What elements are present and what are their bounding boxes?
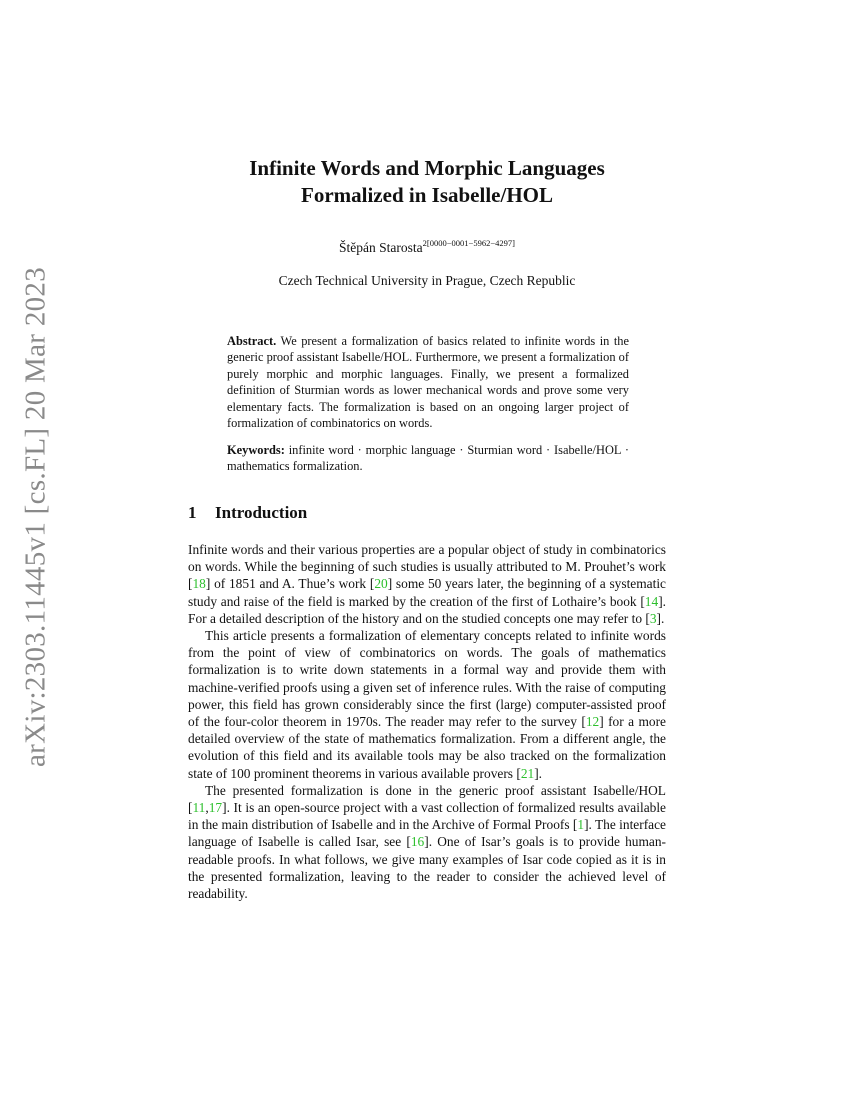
- title-line-1: Infinite Words and Morphic Languages: [249, 156, 605, 180]
- text-run: ].: [534, 765, 543, 781]
- text-run: ]. One of Isar’s goals is to provide human-readable proofs. In what follows, we give many examples of Isar code copied as it is in the presented formalization, leaving to the reader to consider the achieved level of readability.: [188, 834, 666, 902]
- text-run: ].: [656, 610, 665, 626]
- paragraph-3: [188, 782, 666, 902]
- text-run: This article presents a formalization of elementary concepts related to infinite words from the point of view of combinatorics on words. The goals of mathematics formalization is to write down statements in a formal way and provide them with machine-verified proofs using a given set of inference rules. With the raise of computing power, this field has grown considerably since the first (large) computer-assisted proof of the four-color theorem in 1970s. The reader may refer to the survey [: [188, 628, 666, 730]
- author-orcid: 2[0000−0001−5962−4297]: [422, 238, 515, 248]
- citation-link[interactable]: 16: [410, 834, 425, 850]
- abstract-text: We present a formalization of basics related to infinite words in the generic proof assistant Isabelle/HOL. Furthermore, we present a formalization of purely morphic and morphic languages. Finally, we present a formalized definition of Sturmian words as lower mechanical words and prove some very elementary facts. The formalization is based on an ongoing larger project of formalization of combinatorics on words.: [227, 334, 629, 431]
- citation-link[interactable]: 17: [208, 800, 223, 816]
- section-heading: [188, 503, 307, 523]
- text-run: ]. It is an open-source project with a vast collection of formalized results available in the main distribution of Isabelle and in the Archive of Formal Proofs [: [188, 800, 666, 833]
- text-run: ] of 1851 and A. Thue’s work [: [205, 576, 375, 592]
- citation-link[interactable]: 21: [520, 765, 535, 781]
- author-name: Štěpán Starosta: [339, 240, 423, 255]
- arxiv-identifier: arXiv:2303.11445v1 [cs.FL] 20 Mar 2023: [19, 266, 52, 768]
- text-run: ]. The interface language of Isabelle is called Isar, see [: [188, 817, 666, 850]
- text-run: The presented formalization is done in the generic proof assistant Isabelle/HOL [: [188, 782, 666, 816]
- citation-link[interactable]: 1: [577, 817, 585, 833]
- keywords-label: Keywords:: [227, 443, 285, 457]
- citation-link[interactable]: 11: [192, 800, 206, 816]
- citation-link[interactable]: 3: [649, 610, 657, 626]
- keywords-text: infinite word · morphic language · Sturmian word · Isabelle/HOL · mathematics formalization.: [227, 443, 629, 474]
- text-run: ] some 50 years later, the beginning of a systematic study and raise of the field is marked by the creation of the first of Lothaire’s book [: [188, 576, 666, 609]
- keywords: [227, 442, 629, 475]
- arxiv-sidebar: [17, 268, 55, 766]
- body-text: [188, 541, 666, 902]
- paper-title: [188, 155, 666, 209]
- section-number: 1: [188, 503, 197, 522]
- text-run: ,: [205, 800, 209, 816]
- abstract: [227, 333, 629, 431]
- text-run: Infinite words and their various properties are a popular object of study in combinatorics on words. While the beginning of such studies is usually attributed to M. Prouhet’s work [: [188, 542, 666, 592]
- citation-link[interactable]: 18: [192, 576, 206, 592]
- text-run: ] for a more detailed overview of the state of mathematics formalization. From a different angle, the evolution of this field and its available tools may be also tracked on the formalization state of 100 prominent theorems in various available provers [: [188, 714, 666, 781]
- citation-link[interactable]: 12: [585, 714, 600, 730]
- title-line-2: Formalized in Isabelle/HOL: [301, 183, 553, 207]
- text-run: ]. For a detailed description of the history and on the studied concepts one may refer to [: [188, 593, 666, 626]
- abstract-label: Abstract.: [227, 334, 277, 348]
- citation-link[interactable]: 14: [644, 593, 659, 609]
- paragraph-2: [188, 627, 666, 782]
- citation-link[interactable]: 20: [374, 576, 388, 592]
- author-line: [188, 240, 666, 256]
- section-title: Introduction: [215, 503, 308, 522]
- paragraph-1: [188, 541, 666, 627]
- affiliation: Czech Technical University in Prague, Czech Republic: [278, 273, 576, 288]
